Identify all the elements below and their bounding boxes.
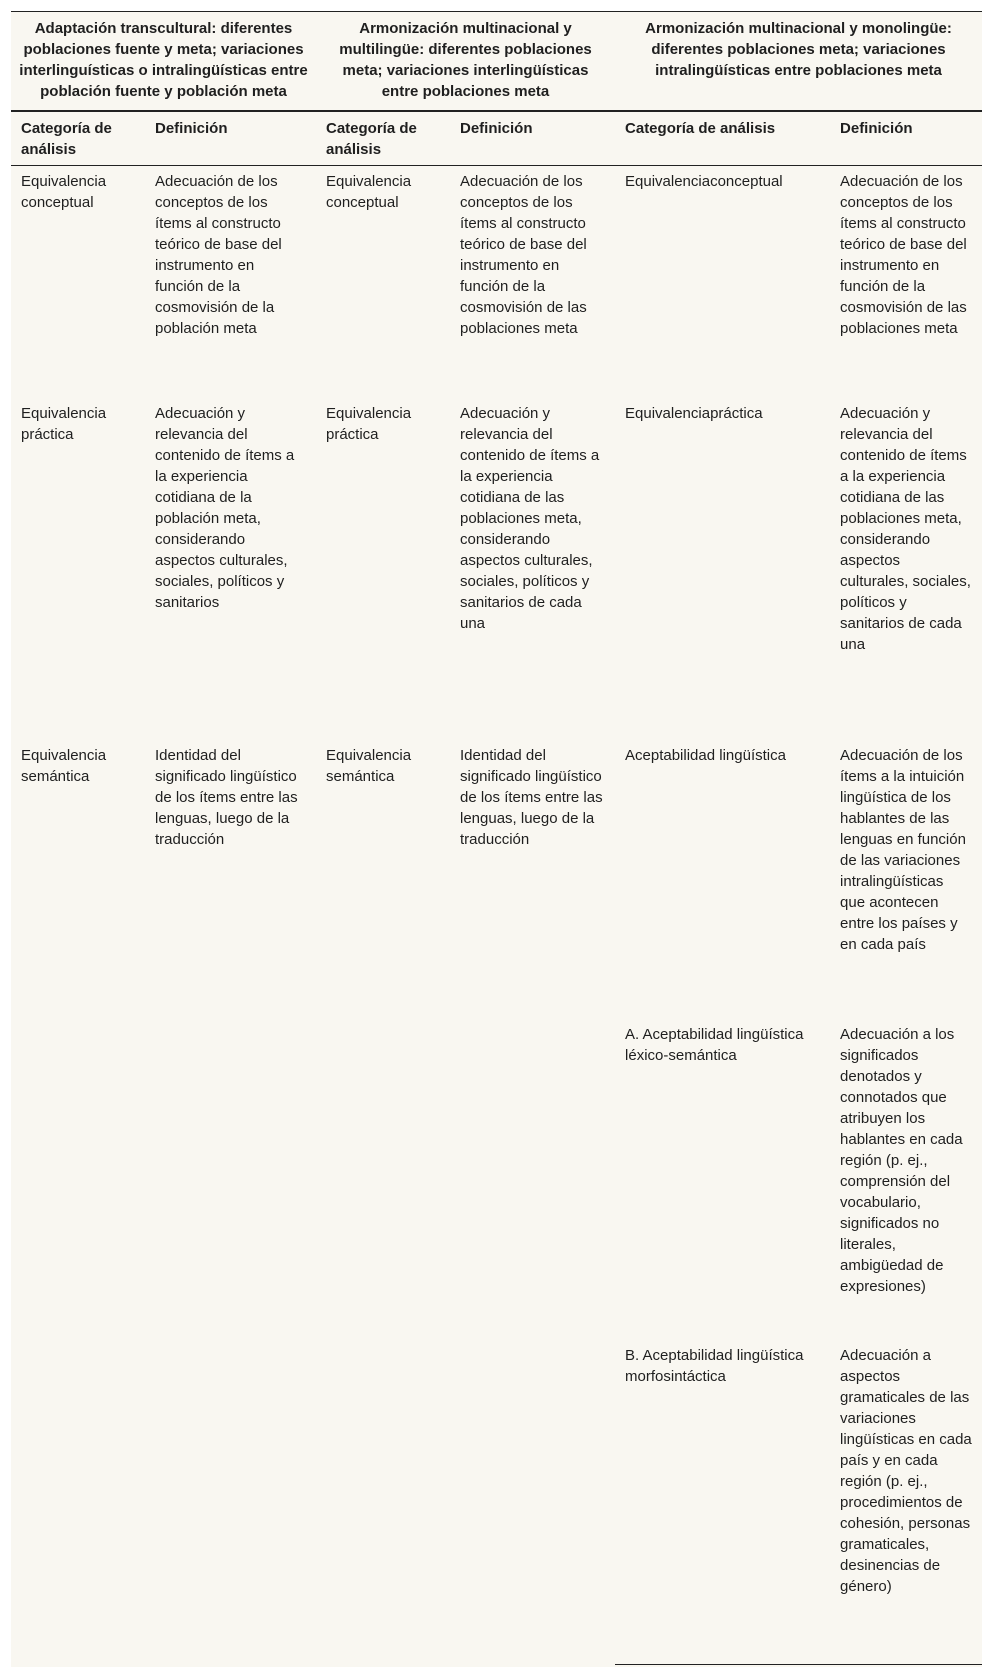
definition-cell: Identidad del significado lingüístico de los ítems entre las lenguas, luego de la traducción	[460, 747, 603, 848]
group-header-row	[11, 12, 982, 112]
column-header-category: Categoría de análisis	[316, 111, 450, 166]
column-header-row	[11, 111, 982, 166]
category-cell: Equivalencia práctica	[326, 405, 412, 443]
definition-cell: Adecuación y relevancia del contenido de ítems a la experiencia cotidiana de las poblaciones meta, considerando aspectos culturales, sociales, políticos y sanitarios de cada una	[460, 405, 600, 632]
category-cell: B. Aceptabilidad lingüística morfosintáctica	[615, 1340, 830, 1665]
table-row	[11, 740, 982, 1019]
category-cell: Equivalencia conceptual	[326, 173, 412, 211]
category-cell: Equivalencia práctica	[21, 405, 107, 443]
category-cell: Equivalencia semántica	[326, 747, 412, 785]
group-header-monolingue: Armonización multinacional y monolingüe: diferentes poblaciones meta; variaciones intralingüísticas entre poblaciones meta	[615, 12, 982, 112]
category-cell: Aceptabilidad lingüística	[625, 747, 786, 764]
category-cell: Equivalencia conceptual	[21, 173, 107, 211]
definition-cell: Adecuación y relevancia del contenido de ítems a la experiencia cotidiana de las poblaciones meta, considerando aspectos culturales, sociales, políticos y sanitarios de cada una	[840, 405, 971, 653]
column-header-category: Categoría de análisis	[615, 111, 830, 166]
column-header-definition: Definición	[145, 111, 316, 166]
table-row	[11, 166, 982, 399]
document-page	[11, 11, 982, 1667]
category-cell: Equivalencia semántica	[21, 747, 107, 785]
definition-cell: Adecuación de los ítems a la intuición lingüística de los hablantes de las lenguas en función de las variaciones intralingüísticas que acontecen entre los países y en cada país	[840, 747, 966, 953]
group-header-transcultural: Adaptación transcultural: diferentes poblaciones fuente y meta; variaciones interlinguísticas o intralingüísticas entre población fuente y población meta	[11, 12, 316, 112]
column-header-category: Categoría de análisis	[11, 111, 145, 166]
comparison-table	[11, 11, 982, 1665]
category-cell: Equivalenciaconceptual	[625, 173, 783, 190]
definition-cell: Adecuación a los significados denotados y connotados que atribuyen los hablantes en cada región (p. ej., comprensión del vocabulario, significados no literales, ambigüedad de expresiones)	[840, 1026, 963, 1295]
definition-cell: Adecuación y relevancia del contenido de ítems a la experiencia cotidiana de la población meta, considerando aspectos culturales, sociales, políticos y sanitarios	[155, 405, 295, 611]
definition-cell: Adecuación a aspectos gramaticales de las variaciones lingüísticas en cada país y en cada región (p. ej., procedimientos de cohesión, personas gramaticales, desinencias de género)	[830, 1340, 982, 1665]
definition-cell: Adecuación de los conceptos de los ítems al constructo teórico de base del instrumento en función de la cosmovisión de la población meta	[155, 173, 282, 337]
table-row	[11, 398, 982, 740]
definition-cell: Identidad del significado lingüístico de los ítems entre las lenguas, luego de la traducción	[155, 747, 298, 848]
group-header-multilingue: Armonización multinacional y multilingüe: diferentes poblaciones meta; variaciones interlingüísticas entre poblaciones meta	[316, 12, 615, 112]
category-cell: Equivalenciapráctica	[625, 405, 763, 422]
column-header-definition: Definición	[450, 111, 615, 166]
column-header-definition: Definición	[830, 111, 982, 166]
category-cell: A. Aceptabilidad lingüística léxico-semántica	[625, 1026, 804, 1064]
definition-cell: Adecuación de los conceptos de los ítems al constructo teórico de base del instrumento en función de la cosmovisión de las poblaciones meta	[460, 173, 587, 337]
definition-cell: Adecuación de los conceptos de los ítems al constructo teórico de base del instrumento en función de la cosmovisión de las poblaciones meta	[840, 173, 967, 337]
